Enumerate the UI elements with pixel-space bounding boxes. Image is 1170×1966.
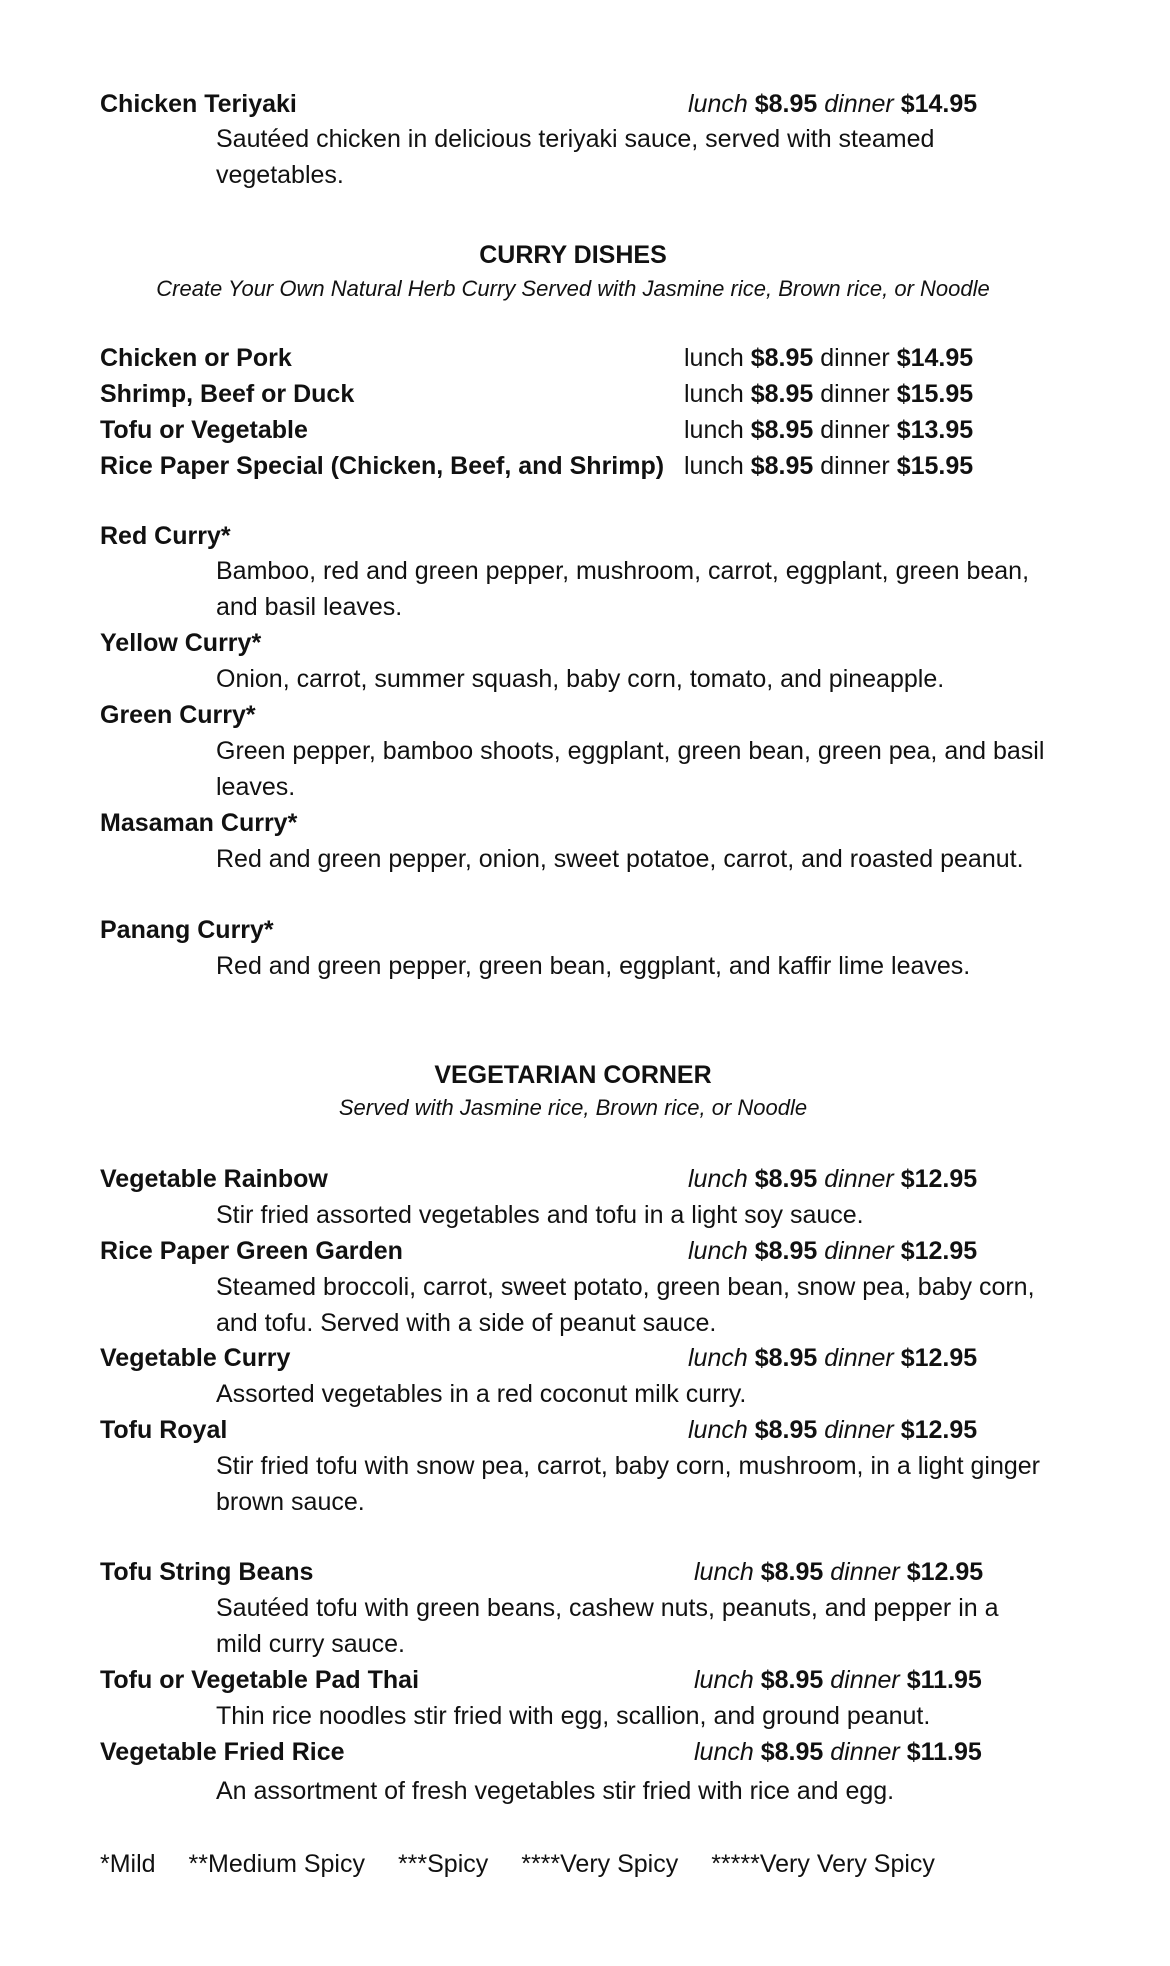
item-name: Panang Curry* bbox=[100, 916, 274, 944]
item-description: Sautéed chicken in delicious teriyaki sauce, served with steamed vegetables. bbox=[216, 125, 935, 189]
item-name: Green Curry* bbox=[100, 701, 256, 729]
section-subtitle-curry: Create Your Own Natural Herb Curry Served with Jasmine rice, Brown rice, or Noodle bbox=[156, 276, 990, 301]
item-price: lunch $8.95 dinner $12.95 bbox=[688, 1344, 978, 1372]
item-description: Thin rice noodles stir fried with egg, scallion, and ground peanut. bbox=[216, 1702, 931, 1730]
spice-legend-item: *Mild bbox=[100, 1850, 156, 1878]
item-price: lunch $8.95 dinner $11.95 bbox=[694, 1666, 982, 1694]
menu-item-row bbox=[100, 1734, 1100, 1770]
menu-item-row bbox=[100, 1554, 1100, 1590]
section-title-curry: CURRY DISHES bbox=[479, 241, 667, 269]
spice-legend-item: ***Spicy bbox=[397, 1850, 489, 1878]
curry-type-row bbox=[100, 805, 1100, 841]
item-description: Bamboo, red and green pepper, mushroom, carrot, eggplant, green bean, and basil leaves. bbox=[216, 557, 1030, 621]
menu-item-row bbox=[100, 1161, 1100, 1197]
item-description: Onion, carrot, summer squash, baby corn, tomato, and pineapple. bbox=[216, 665, 945, 693]
curry-type-row bbox=[100, 518, 1100, 554]
item-name: Tofu Royal bbox=[100, 1416, 228, 1444]
item-name: Vegetable Rainbow bbox=[100, 1165, 328, 1193]
item-description: An assortment of fresh vegetables stir fried with rice and egg. bbox=[216, 1777, 895, 1805]
item-name: Shrimp, Beef or Duck bbox=[100, 380, 355, 408]
menu-item-row bbox=[100, 1412, 1100, 1448]
curry-type-row bbox=[100, 625, 1100, 661]
section-title-vegetarian: VEGETARIAN CORNER bbox=[434, 1061, 712, 1089]
menu-item-row bbox=[100, 1662, 1100, 1698]
item-description: Red and green pepper, onion, sweet potatoe, carrot, and roasted peanut. bbox=[216, 845, 1024, 873]
curry-type-row bbox=[100, 912, 1100, 948]
item-price: lunch $8.95 dinner $12.95 bbox=[694, 1558, 984, 1586]
item-price: lunch $8.95 dinner $11.95 bbox=[694, 1738, 982, 1766]
item-name: Vegetable Curry bbox=[100, 1344, 291, 1372]
item-description: Assorted vegetables in a red coconut milk curry. bbox=[216, 1380, 747, 1408]
item-name: Vegetable Fried Rice bbox=[100, 1738, 345, 1766]
item-price: lunch $8.95 dinner $12.95 bbox=[688, 1165, 978, 1193]
item-name: Rice Paper Green Garden bbox=[100, 1237, 403, 1265]
item-name: Yellow Curry* bbox=[100, 629, 262, 657]
item-name: Chicken or Pork bbox=[100, 344, 292, 372]
curry-type-row bbox=[100, 697, 1100, 733]
curry-protein-row bbox=[100, 448, 1100, 484]
item-description: Sautéed tofu with green beans, cashew nuts, peanuts, and pepper in a mild curry sauce. bbox=[216, 1594, 999, 1658]
item-name: Rice Paper Special (Chicken, Beef, and Shrimp) bbox=[100, 452, 665, 480]
item-price: lunch $8.95 dinner $14.95 bbox=[688, 90, 978, 118]
item-price: lunch $8.95 dinner $15.95 bbox=[684, 452, 974, 480]
item-name: Tofu String Beans bbox=[100, 1558, 314, 1586]
item-price: lunch $8.95 dinner $12.95 bbox=[688, 1416, 978, 1444]
item-name: Red Curry* bbox=[100, 522, 231, 550]
item-description: Green pepper, bamboo shoots, eggplant, green bean, green pea, and basil leaves. bbox=[216, 737, 1045, 801]
item-name: Chicken Teriyaki bbox=[100, 90, 297, 118]
item-price: lunch $8.95 dinner $14.95 bbox=[684, 344, 974, 372]
item-description: Steamed broccoli, carrot, sweet potato, green bean, snow pea, baby corn, and tofu. Served with a side of peanut sauce. bbox=[216, 1273, 1035, 1337]
spice-legend bbox=[100, 1846, 961, 1882]
spice-legend-item: *****Very Very Spicy bbox=[711, 1850, 935, 1878]
item-description: Red and green pepper, green bean, eggplant, and kaffir lime leaves. bbox=[216, 952, 971, 980]
spice-legend-item: ****Very Spicy bbox=[521, 1850, 679, 1878]
item-price: lunch $8.95 dinner $15.95 bbox=[684, 380, 974, 408]
curry-protein-row bbox=[100, 376, 1100, 412]
item-name: Tofu or Vegetable Pad Thai bbox=[100, 1666, 420, 1694]
menu-item-row bbox=[100, 1233, 1100, 1269]
item-price: lunch $8.95 dinner $12.95 bbox=[688, 1237, 978, 1265]
spice-legend-item: **Medium Spicy bbox=[188, 1850, 365, 1878]
menu-item-row bbox=[100, 1340, 1100, 1376]
section-subtitle-vegetarian: Served with Jasmine rice, Brown rice, or Noodle bbox=[338, 1095, 808, 1120]
curry-protein-row bbox=[100, 340, 1100, 376]
item-description: Stir fried tofu with snow pea, carrot, baby corn, mushroom, in a light ginger brown sauce. bbox=[216, 1452, 1040, 1516]
item-name: Tofu or Vegetable bbox=[100, 416, 308, 444]
curry-protein-row bbox=[100, 412, 1100, 448]
item-description: Stir fried assorted vegetables and tofu in a light soy sauce. bbox=[216, 1201, 864, 1229]
item-name: Masaman Curry* bbox=[100, 809, 298, 837]
menu-item-row bbox=[100, 86, 1100, 122]
item-price: lunch $8.95 dinner $13.95 bbox=[684, 416, 974, 444]
